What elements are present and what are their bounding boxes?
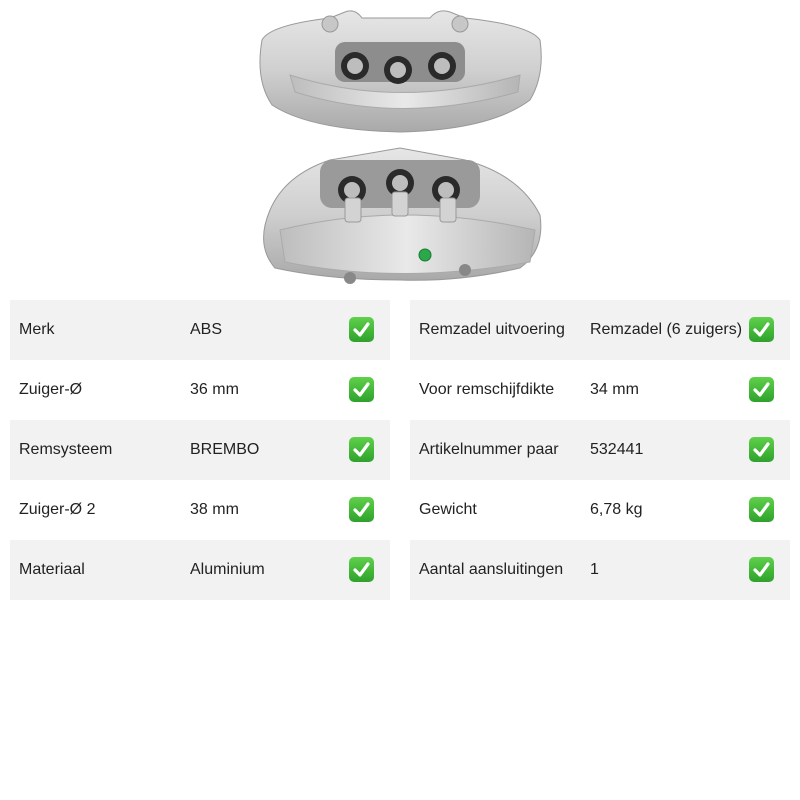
spec-row-materiaal [10,540,390,600]
spec-table-right [410,300,790,600]
spec-row-remzadel-uitvoering [410,300,790,360]
spec-label: Materiaal [19,561,85,578]
check-mark-icon [349,317,374,342]
spec-row-zuiger [10,360,390,420]
spec-value: 532441 [590,441,644,458]
caliper-top [260,11,541,132]
spec-label: Remsysteem [19,441,113,458]
check-mark-icon [749,497,774,522]
spec-value: 36 mm [190,381,239,398]
spec-value: 38 mm [190,501,239,518]
spec-row-gewicht [410,480,790,540]
check-mark-icon [349,497,374,522]
spec-table-left [10,300,390,600]
check-mark-icon [749,557,774,582]
check-mark-icon [349,377,374,402]
spec-value: 6,78 kg [590,501,643,518]
spec-row-zuiger-2 [10,480,390,540]
spec-value: 1 [590,561,599,578]
check-mark-icon [749,437,774,462]
spec-row-remschijfdikte [410,360,790,420]
spec-row-aansluitingen [410,540,790,600]
spec-value: Remzadel (6 zuigers) [590,321,743,338]
spec-row-artikelnummer [410,420,790,480]
spec-label: Zuiger-Ø [19,381,83,398]
spec-row-merk [10,300,390,360]
spec-value: BREMBO [190,441,260,458]
spec-label: Voor remschijfdikte [419,381,555,398]
spec-value: 34 mm [590,381,639,398]
spec-label: Aantal aansluitingen [419,561,564,578]
check-mark-icon [349,557,374,582]
spec-label: Gewicht [419,501,477,518]
check-mark-icon [749,317,774,342]
caliper-bottom [264,148,541,284]
product-image [250,0,550,290]
spec-label: Artikelnummer paar [419,441,559,458]
check-mark-icon [349,437,374,462]
spec-value: Aluminium [190,561,265,578]
spec-row-remsysteem [10,420,390,480]
spec-label: Zuiger-Ø 2 [19,501,96,518]
spec-label: Merk [19,321,55,338]
spec-value: ABS [190,321,223,338]
check-mark-icon [749,377,774,402]
spec-label: Remzadel uitvoering [419,321,565,338]
